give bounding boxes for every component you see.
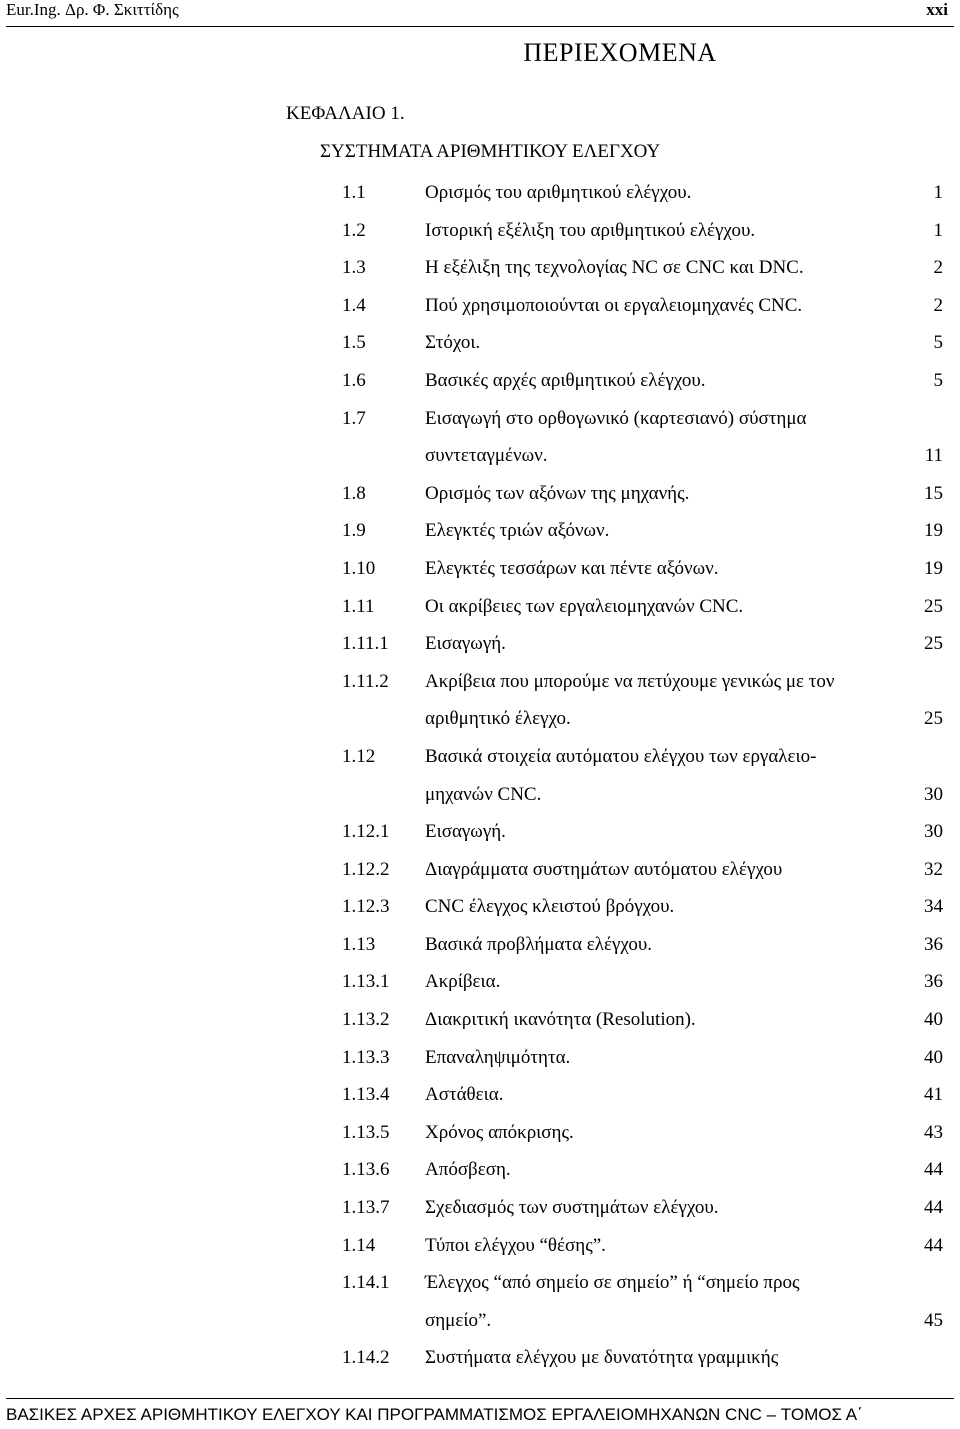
toc-entry-title: CNC έλεγχος κλειστού βρόγχου. <box>425 896 675 918</box>
toc-entry-title: Διακριτική ικανότητα (Resolution). <box>425 1009 696 1031</box>
toc-entry <box>0 926 960 964</box>
toc-entry-number: 1.12.2 <box>342 858 390 880</box>
toc-entry-number: 1.14 <box>342 1234 376 1256</box>
toc-entry <box>0 362 960 400</box>
header-page-number: xxi <box>926 0 948 19</box>
toc-entry-number: 1.13.3 <box>342 1046 390 1068</box>
toc-entry-page: 41 <box>924 1084 943 1106</box>
toc-entry-title: Στόχοι. <box>425 332 481 354</box>
toc-entry-page: 44 <box>924 1197 943 1219</box>
toc-entry-page: 44 <box>924 1234 943 1256</box>
toc-entry-title: Εισαγωγή. <box>425 633 506 655</box>
toc-entry <box>0 400 960 438</box>
toc-entry-number: 1.4 <box>342 294 366 316</box>
page-title <box>0 38 960 68</box>
toc-entry-number: 1.12.1 <box>342 821 390 843</box>
toc-entry-number: 1.11.1 <box>342 633 389 655</box>
toc-entry <box>0 174 960 212</box>
toc-entry-page: 19 <box>924 520 943 542</box>
toc-entry-page: 25 <box>924 595 943 617</box>
toc-entry <box>0 888 960 926</box>
toc-entry-page: 25 <box>924 633 943 655</box>
toc-entry-page: 30 <box>924 783 943 805</box>
toc-entry-number: 1.13.5 <box>342 1121 390 1143</box>
toc-entry-page: 5 <box>933 369 943 391</box>
toc-entry <box>0 963 960 1001</box>
toc-entry-page: 25 <box>924 708 943 730</box>
toc-entry <box>0 475 960 513</box>
toc-entry-title: Ορισμός των αξόνων της μηχανής. <box>425 482 690 504</box>
toc-entry-title: Εισαγωγή. <box>425 821 506 843</box>
toc-entry-title: Έλεγχος “από σημείο σε σημείο” ή “σημείο προς <box>425 1272 800 1294</box>
chapter-label: ΚΕΦΑΛΑΙΟ 1. <box>286 103 405 124</box>
toc-entry-number: 1.2 <box>342 219 366 241</box>
toc-entry-number: 1.8 <box>342 482 366 504</box>
toc-entry-number: 1.13 <box>342 933 376 955</box>
toc-entry-page: 2 <box>933 257 943 279</box>
toc-entry <box>0 813 960 851</box>
page-header <box>6 0 954 27</box>
toc-entry-title: συντεταγμένων. <box>425 445 548 467</box>
toc-entry-page: 1 <box>933 182 943 203</box>
toc-entry-page: 32 <box>924 858 943 880</box>
table-of-contents <box>0 174 960 1377</box>
toc-entry-number: 1.1 <box>342 182 366 203</box>
toc-entry-title: Βασικές αρχές αριθμητικού ελέγχου. <box>425 369 706 391</box>
toc-entry-title: Επαναληψιμότητα. <box>425 1046 571 1068</box>
toc-entry <box>0 1339 960 1377</box>
toc-entry-number: 1.9 <box>342 520 366 542</box>
toc-entry-number: 1.10 <box>342 557 376 579</box>
toc-entry-title: Τύποι ελέγχου “θέσης”. <box>425 1234 606 1256</box>
toc-entry-number: 1.14.2 <box>342 1347 390 1369</box>
toc-entry-number: 1.6 <box>342 369 366 391</box>
toc-entry-title: Συστήματα ελέγχου με δυνατότητα γραμμικής <box>425 1347 779 1369</box>
toc-entry-page: 44 <box>924 1159 943 1181</box>
toc-entry <box>0 625 960 663</box>
toc-entry <box>0 324 960 362</box>
toc-entry <box>0 1151 960 1189</box>
toc-entry-number: 1.13.4 <box>342 1084 390 1106</box>
toc-entry <box>0 287 960 325</box>
toc-entry-title: Η εξέλιξη της τεχνολογίας NC σε CNC και DNC. <box>425 257 804 279</box>
toc-entry-title: μηχανών CNC. <box>425 783 542 805</box>
toc-entry <box>0 437 960 475</box>
toc-entry-title: Βασικά στοιχεία αυτόματου ελέγχου των εργαλειο- <box>425 745 817 767</box>
toc-entry-title: Σχεδιασμός των συστημάτων ελέγχου. <box>425 1197 719 1219</box>
toc-entry-page: 5 <box>933 332 943 354</box>
page-footer <box>6 1398 954 1429</box>
toc-entry-title: Οι ακρίβειες των εργαλειομηχανών CNC. <box>425 595 744 617</box>
toc-entry-title: Εισαγωγή στο ορθογωνικό (καρτεσιανό) σύστημα <box>425 407 807 429</box>
toc-entry-title: Χρόνος απόκρισης. <box>425 1121 574 1143</box>
header-author: Eur.Ing. Δρ. Φ. Σκιττίδης <box>6 0 179 19</box>
toc-entry-number: 1.3 <box>342 257 366 279</box>
toc-entry <box>0 1076 960 1114</box>
toc-entry-title: Βασικά προβλήματα ελέγχου. <box>425 933 653 955</box>
toc-entry-page: 11 <box>924 445 943 467</box>
toc-entry-title: Αστάθεια. <box>425 1084 504 1106</box>
toc-entry <box>0 1227 960 1265</box>
toc-entry-page: 36 <box>924 933 943 955</box>
toc-entry <box>0 851 960 889</box>
chapter-name: ΣΥΣΤΗΜΑΤΑ ΑΡΙΘΜΗΤΙΚΟΥ ΕΛΕΓΧΟΥ <box>320 141 661 162</box>
toc-entry-number: 1.11 <box>342 595 375 617</box>
toc-entry-number: 1.12 <box>342 745 376 767</box>
toc-entry-number: 1.13.1 <box>342 971 390 993</box>
toc-entry-page: 2 <box>933 294 943 316</box>
toc-entry-title: Πού χρησιμοποιούνται οι εργαλειομηχανές CNC. <box>425 294 803 316</box>
toc-entry-page: 36 <box>924 971 943 993</box>
toc-entry-page: 43 <box>924 1121 943 1143</box>
toc-entry-page: 40 <box>924 1046 943 1068</box>
toc-entry-title: αριθμητικό έλεγχο. <box>425 708 571 730</box>
toc-entry-number: 1.5 <box>342 332 366 354</box>
toc-entry-number: 1.12.3 <box>342 896 390 918</box>
toc-entry-title: σημείο”. <box>425 1309 492 1331</box>
toc-entry-title: Ιστορική εξέλιξη του αριθμητικού ελέγχου. <box>425 219 756 241</box>
toc-entry-title: Ακρίβεια που μπορούμε να πετύχουμε γενικώς με τον <box>425 670 835 692</box>
toc-entry <box>0 1302 960 1340</box>
toc-entry <box>0 588 960 626</box>
toc-entry <box>0 738 960 776</box>
toc-entry-title: Ακρίβεια. <box>425 971 501 993</box>
toc-entry <box>0 663 960 701</box>
toc-entry-page: 30 <box>924 821 943 843</box>
toc-entry <box>0 1264 960 1302</box>
toc-entry <box>0 1001 960 1039</box>
toc-entry-number: 1.11.2 <box>342 670 389 692</box>
toc-entry <box>0 1039 960 1077</box>
toc-entry-title: Ελεγκτές τριών αξόνων. <box>425 520 610 542</box>
toc-entry-page: 34 <box>924 896 943 918</box>
toc-entry-title: Ορισμός του αριθμητικού ελέγχου. <box>425 182 692 203</box>
toc-entry-page: 1 <box>933 219 943 241</box>
toc-entry-page: 19 <box>924 557 943 579</box>
toc-entry-title: Απόσβεση. <box>425 1159 511 1181</box>
toc-entry-page: 40 <box>924 1009 943 1031</box>
toc-entry <box>0 550 960 588</box>
page-title-text: ΠΕΡΙΕΧΟΜΕΝΑ <box>523 38 717 67</box>
toc-entry-title: Ελεγκτές τεσσάρων και πέντε αξόνων. <box>425 557 719 579</box>
toc-entry <box>0 512 960 550</box>
toc-entry <box>0 1114 960 1152</box>
toc-entry-page: 15 <box>924 482 943 504</box>
toc-entry-number: 1.13.6 <box>342 1159 390 1181</box>
toc-entry <box>0 249 960 287</box>
toc-entry-number: 1.13.2 <box>342 1009 390 1031</box>
toc-entry-number: 1.14.1 <box>342 1272 390 1294</box>
toc-entry <box>0 700 960 738</box>
toc-entry-page: 45 <box>924 1309 943 1331</box>
footer-text: ΒΑΣΙΚΕΣ ΑΡΧΕΣ ΑΡΙΘΜΗΤΙΚΟΥ ΕΛΕΓΧΟΥ ΚΑΙ ΠΡΟΓΡΑΜΜΑΤΙΣΜΟΣ ΕΡΓΑΛΕΙΟΜΗΧΑΝΩΝ CNC – ΤΟΜΟΣ Α΄ <box>6 1405 863 1424</box>
toc-entry <box>0 776 960 814</box>
toc-entry-number: 1.13.7 <box>342 1197 390 1219</box>
toc-entry <box>0 1189 960 1227</box>
toc-entry-title: Διαγράμματα συστημάτων αυτόματου ελέγχου <box>425 858 783 880</box>
toc-entry <box>0 212 960 250</box>
toc-entry-number: 1.7 <box>342 407 366 429</box>
